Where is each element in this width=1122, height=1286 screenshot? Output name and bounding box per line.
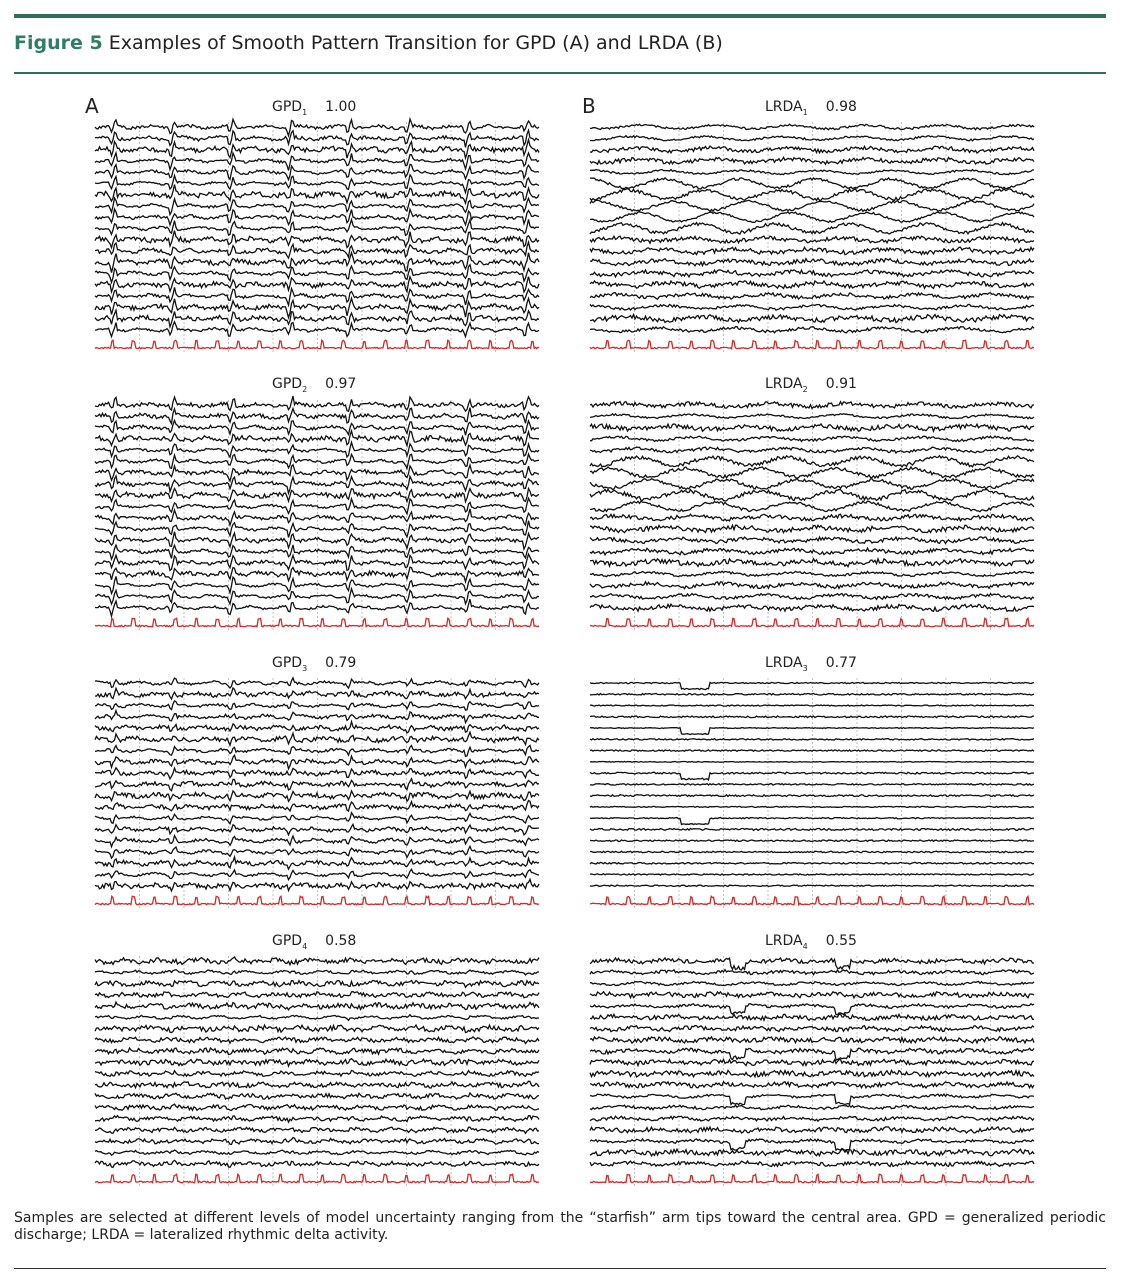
eeg-panel-lrda-3	[590, 678, 1035, 910]
eeg-trace	[590, 716, 1034, 718]
eeg-trace	[590, 705, 1034, 706]
eeg-trace	[590, 1070, 1034, 1077]
label-gpd-4	[272, 933, 356, 951]
eeg-trace	[95, 509, 539, 525]
label-sub: 3	[802, 663, 808, 673]
eeg-trace	[95, 545, 539, 559]
eeg-trace	[95, 768, 539, 779]
eeg-trace	[95, 465, 539, 481]
eeg-trace	[590, 293, 1034, 299]
eeg-trace	[590, 467, 1034, 478]
eeg-trace	[95, 498, 539, 514]
label-name: LRDA	[765, 376, 803, 392]
eeg-trace	[590, 1026, 1034, 1032]
eeg-trace	[95, 219, 539, 235]
eeg-trace	[590, 885, 1034, 886]
eeg-panel-gpd-3	[95, 678, 540, 910]
eeg-trace	[590, 559, 1034, 567]
eeg-trace	[95, 1002, 539, 1010]
eeg-trace	[95, 1071, 539, 1077]
eeg-trace	[590, 200, 1034, 211]
label-sub: 1	[302, 107, 308, 117]
eeg-trace	[95, 476, 539, 493]
eeg-trace	[95, 1138, 539, 1145]
label-lrda-3	[765, 655, 857, 673]
eeg-trace	[590, 728, 1034, 735]
eeg-trace	[590, 1048, 1034, 1060]
footnote: Samples are selected at different levels of model uncertainty ranging from the “starfish” arm tips toward the central area. GPD = generalized periodic discharge; LRDA = lateralized rhythmic delta activity.	[14, 1210, 1106, 1243]
eeg-trace	[95, 396, 539, 411]
eeg-trace	[95, 164, 539, 179]
eeg-trace	[590, 1014, 1034, 1020]
eeg-trace	[95, 779, 539, 791]
label-name: LRDA	[765, 99, 803, 115]
eeg-trace	[590, 304, 1034, 310]
eeg-trace	[590, 1082, 1034, 1088]
eeg-trace	[95, 1059, 539, 1066]
label-gpd-2	[272, 376, 356, 394]
label-sub: 4	[302, 941, 308, 951]
eeg-trace	[590, 739, 1034, 740]
eeg-trace	[590, 447, 1034, 453]
eeg-panel-lrda-2	[590, 400, 1035, 632]
eeg-trace	[95, 576, 539, 593]
eeg-trace	[95, 421, 539, 436]
eeg-panel-lrda-4	[590, 956, 1035, 1188]
eeg-trace	[95, 813, 539, 824]
eeg-trace	[95, 1037, 539, 1044]
label-score: 0.91	[825, 376, 857, 392]
figure-title: Examples of Smooth Pattern Transition for GPD (A) and LRDA (B)	[108, 32, 723, 54]
label-score: 0.55	[825, 933, 857, 949]
label-lrda-1	[765, 99, 857, 117]
eeg-trace	[590, 694, 1034, 696]
eeg-trace	[95, 554, 539, 570]
eeg-trace	[95, 185, 539, 204]
eeg-trace	[95, 755, 539, 769]
eeg-trace	[95, 521, 539, 538]
eeg-trace	[590, 436, 1034, 441]
eeg-trace	[95, 231, 539, 248]
eeg-trace	[590, 136, 1034, 141]
ekg-trace	[95, 618, 539, 626]
eeg-trace	[95, 857, 539, 869]
ekg-trace	[590, 340, 1034, 348]
eeg-trace	[590, 178, 1034, 189]
eeg-trace	[590, 806, 1034, 807]
eeg-trace	[95, 198, 539, 215]
label-score: 0.58	[325, 933, 357, 949]
eeg-trace	[95, 119, 539, 136]
eeg-trace	[95, 322, 539, 337]
label-score: 0.98	[825, 99, 857, 115]
eeg-trace	[590, 851, 1034, 853]
eeg-trace	[590, 501, 1034, 512]
eeg-trace	[590, 772, 1034, 780]
eeg-trace	[95, 970, 539, 975]
eeg-trace	[95, 532, 539, 549]
label-name: GPD	[272, 99, 303, 115]
eeg-trace	[590, 489, 1034, 501]
ekg-trace	[95, 340, 539, 348]
eeg-trace	[95, 431, 539, 446]
eeg-trace	[590, 424, 1034, 431]
eeg-trace	[95, 175, 539, 193]
bottom-rule	[14, 1268, 1106, 1269]
label-name: GPD	[272, 655, 303, 671]
eeg-trace	[590, 548, 1034, 555]
eeg-trace	[590, 525, 1034, 532]
eeg-trace	[95, 298, 539, 317]
label-sub: 2	[302, 384, 308, 394]
eeg-trace	[590, 327, 1034, 333]
eeg-trace	[590, 270, 1034, 277]
eeg-trace	[95, 1160, 539, 1167]
label-score: 0.79	[325, 655, 357, 671]
eeg-trace	[590, 212, 1034, 223]
eeg-trace	[590, 537, 1034, 544]
eeg-trace	[95, 265, 539, 283]
eeg-trace	[95, 869, 539, 879]
eeg-trace	[590, 582, 1034, 589]
eeg-trace	[95, 824, 539, 835]
eeg-trace	[590, 818, 1034, 825]
label-score: 0.77	[825, 655, 857, 671]
eeg-panel-lrda-1	[590, 122, 1035, 354]
eeg-trace	[590, 874, 1034, 875]
ekg-trace	[95, 896, 539, 904]
top-rule	[14, 14, 1106, 18]
eeg-trace	[590, 124, 1034, 130]
eeg-trace	[95, 1127, 539, 1133]
eeg-trace	[95, 992, 539, 998]
eeg-trace	[590, 992, 1034, 998]
label-sub: 3	[302, 663, 308, 673]
eeg-trace	[95, 253, 539, 273]
eeg-trace	[95, 454, 539, 468]
eeg-trace	[95, 589, 539, 604]
label-name: GPD	[272, 376, 303, 392]
eeg-trace	[590, 247, 1034, 255]
eeg-trace	[95, 957, 539, 965]
label-score: 1.00	[325, 99, 357, 115]
caption-rule	[14, 72, 1106, 74]
eeg-trace	[590, 604, 1034, 611]
eeg-trace	[95, 801, 539, 812]
eeg-trace	[95, 287, 539, 305]
eeg-trace	[95, 153, 539, 171]
ekg-trace	[590, 618, 1034, 626]
eeg-panel-gpd-2	[95, 400, 540, 632]
ekg-trace	[590, 896, 1034, 904]
eeg-trace	[590, 1037, 1034, 1043]
eeg-trace	[95, 599, 539, 616]
eeg-trace	[95, 209, 539, 225]
eeg-trace	[590, 594, 1034, 600]
eeg-trace	[590, 1059, 1034, 1065]
eeg-trace	[590, 414, 1034, 419]
label-gpd-1	[272, 99, 356, 117]
eeg-trace	[590, 157, 1034, 164]
eeg-trace	[95, 310, 539, 327]
eeg-trace	[590, 571, 1034, 577]
eeg-trace	[590, 1105, 1034, 1110]
eeg-trace	[590, 281, 1034, 289]
eeg-trace	[95, 1015, 539, 1021]
ekg-trace	[95, 1174, 539, 1182]
eeg-trace	[95, 1116, 539, 1123]
ekg-trace	[590, 1174, 1034, 1182]
label-gpd-3	[272, 655, 356, 673]
figure-label: Figure 5	[14, 32, 103, 54]
label-lrda-4	[765, 933, 857, 951]
eeg-trace	[95, 1025, 539, 1033]
eeg-trace	[590, 982, 1034, 986]
eeg-panel-gpd-1	[95, 122, 540, 354]
eeg-trace	[95, 981, 539, 988]
eeg-trace	[95, 408, 539, 424]
eeg-trace	[590, 795, 1034, 797]
label-sub: 4	[802, 941, 808, 951]
label-name: LRDA	[765, 933, 803, 949]
eeg-trace	[590, 750, 1034, 751]
eeg-trace	[590, 315, 1034, 323]
eeg-trace	[590, 682, 1034, 689]
eeg-panel-gpd-4	[95, 956, 540, 1188]
eeg-trace	[95, 130, 539, 147]
label-score: 0.97	[325, 376, 357, 392]
eeg-trace	[590, 829, 1034, 831]
eeg-trace	[95, 277, 539, 292]
figure-caption	[14, 32, 723, 54]
eeg-trace	[590, 146, 1034, 153]
eeg-trace	[95, 442, 539, 457]
label-name: LRDA	[765, 655, 803, 671]
panel-letter-a: A	[85, 94, 99, 118]
eeg-trace	[590, 1004, 1034, 1015]
label-sub: 2	[802, 384, 808, 394]
eeg-trace	[95, 791, 539, 801]
eeg-trace	[590, 478, 1034, 489]
eeg-trace	[95, 1081, 539, 1088]
eeg-trace	[590, 840, 1034, 841]
eeg-trace	[95, 722, 539, 733]
eeg-trace	[95, 711, 539, 723]
eeg-trace	[590, 236, 1034, 243]
eeg-trace	[590, 259, 1034, 266]
eeg-trace	[95, 846, 539, 858]
eeg-trace	[590, 514, 1034, 521]
eeg-trace	[590, 1139, 1034, 1151]
eeg-trace	[590, 970, 1034, 975]
eeg-trace	[95, 488, 539, 501]
eeg-trace	[590, 170, 1034, 175]
eeg-trace	[95, 745, 539, 756]
eeg-trace	[95, 879, 539, 891]
eeg-trace	[590, 189, 1034, 201]
eeg-trace	[590, 1116, 1034, 1121]
panel-letter-b: B	[582, 94, 596, 118]
eeg-trace	[95, 836, 539, 847]
eeg-trace	[95, 1048, 539, 1055]
eeg-trace	[590, 762, 1034, 763]
eeg-trace	[590, 1149, 1034, 1156]
eeg-trace	[95, 567, 539, 582]
eeg-trace	[95, 688, 539, 699]
eeg-trace	[590, 223, 1034, 235]
eeg-trace	[590, 862, 1034, 864]
label-lrda-2	[765, 376, 857, 394]
eeg-trace	[590, 1127, 1034, 1133]
eeg-trace	[590, 1094, 1034, 1105]
eeg-trace	[590, 1161, 1034, 1167]
eeg-trace	[590, 402, 1034, 409]
eeg-trace	[95, 1093, 539, 1099]
eeg-trace	[95, 140, 539, 158]
eeg-trace	[95, 242, 539, 258]
eeg-trace	[95, 1150, 539, 1155]
eeg-trace	[590, 784, 1034, 786]
eeg-trace	[590, 958, 1034, 970]
eeg-trace	[590, 456, 1034, 467]
eeg-trace	[95, 678, 539, 688]
label-name: GPD	[272, 933, 303, 949]
label-sub: 1	[802, 107, 808, 117]
eeg-trace	[95, 1104, 539, 1110]
eeg-trace	[95, 732, 539, 745]
eeg-trace	[95, 701, 539, 710]
